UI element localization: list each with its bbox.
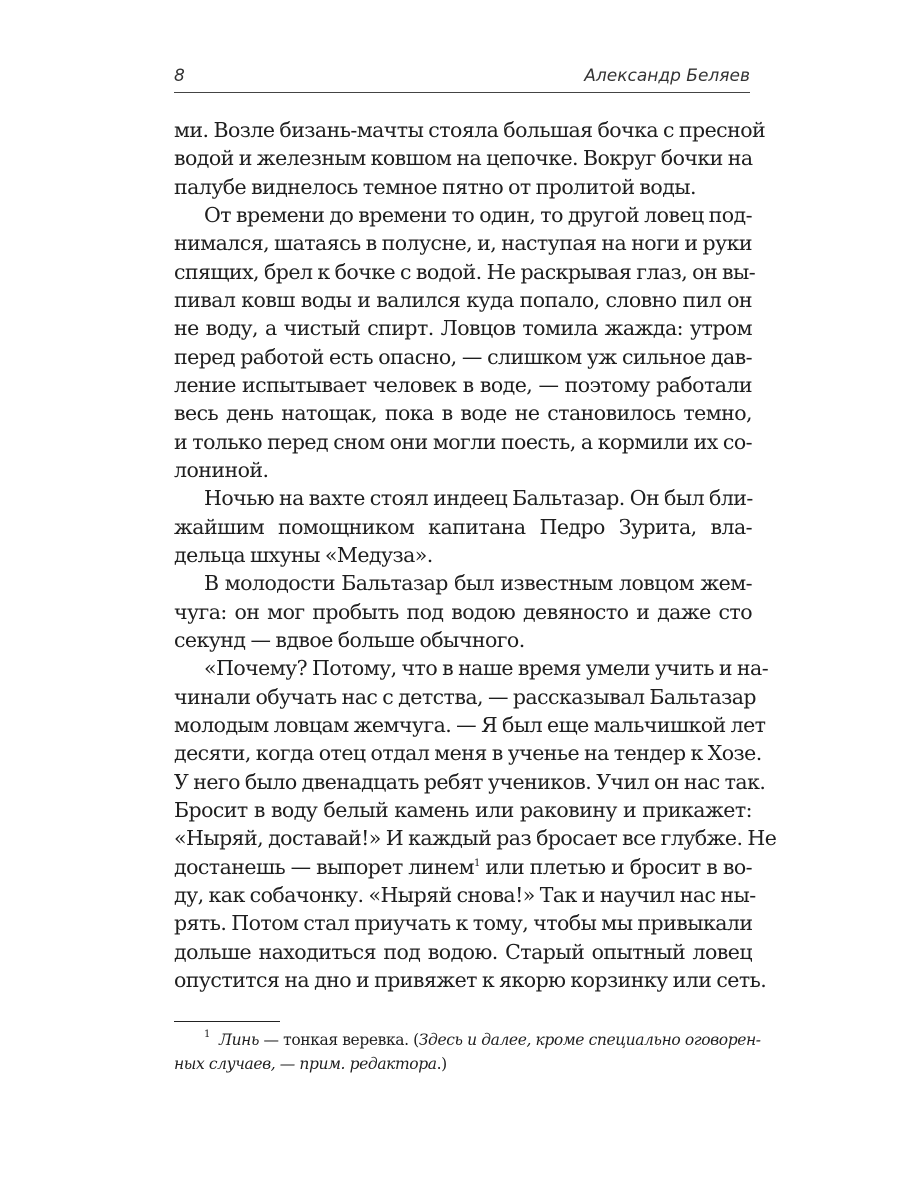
text-line: водой и железным ковшом на цепочке. Вокруг бочки на — [174, 146, 753, 171]
text-line: нимался, шатаясь в полусне, и, наступая на ноги и руки — [174, 231, 752, 256]
text-line: дельца шхуны «Медуза». — [174, 542, 433, 567]
text-line: ду, как собачонку. «Ныряй снова!» Так и научил нас ны- — [174, 882, 756, 907]
text-line: перед работой есть опасно, — слишком уж сильное дав- — [174, 344, 752, 369]
footnote-marker: 1 — [204, 1029, 210, 1040]
text-line: опустится на дно и привяжет к якорю корзинку или сеть. — [174, 967, 767, 992]
page-number: 8 — [174, 66, 185, 86]
text-line: десяти, когда отец отдал меня в ученье на тендер к Хозе. — [174, 741, 762, 766]
body-text — [174, 116, 777, 994]
footnote-rule — [174, 1021, 280, 1022]
text-line: не воду, а чистый спирт. Ловцов томила жажда: утром — [174, 316, 752, 341]
text-line: чинали обучать нас с детства, — рассказывал Бальтазар — [174, 684, 757, 709]
text-line: «Почему? Потому, что в наше время умели учить и на- — [204, 656, 769, 681]
text-line: От времени до времени то один, то другой ловец под- — [204, 202, 752, 227]
footnote-line-1 — [174, 1028, 761, 1052]
text-line: В молодости Бальтазар был известным ловцом жем- — [204, 571, 752, 596]
text-line: Ночью на вахте стоял индеец Бальтазар. Он был бли- — [204, 486, 753, 511]
footnote-note-part-2: ных случаев, — прим. редактора — [174, 1055, 437, 1073]
text-line: лониной. — [174, 457, 269, 482]
footnote-definition: тонкая веревка. ( — [283, 1031, 419, 1049]
footnote-reference: 1 — [474, 857, 480, 869]
footnote-term: Линь — [219, 1031, 259, 1049]
footnote-dash: — — [259, 1031, 284, 1049]
text-line: ми. Возле бизань-мачты стояла большая бочка с пресной — [174, 118, 766, 142]
text-line: У него было двенадцать ребят учеников. Учил он нас так. — [174, 769, 766, 794]
text-line: весь день натощак, пока в воде не становилось темно, — [174, 401, 752, 426]
running-header-author: Александр Беляев — [584, 66, 750, 86]
text-line: достанешь — выпорет линем$^1$ или плетью и бросит в во- — [174, 854, 752, 879]
footnote-note-part-1: Здесь и далее, кроме специально оговорен- — [418, 1031, 761, 1049]
text-line: рять. Потом стал приучать к тому, чтобы мы привыкали — [174, 911, 753, 936]
footnote — [174, 1028, 761, 1076]
running-header — [174, 62, 750, 93]
text-line: дольше находиться под водою. Старый опытный ловец — [174, 939, 752, 964]
footnote-closing: .) — [436, 1055, 447, 1073]
text-line: «Ныряй, доставай!» И каждый раз бросает все глубже. Не — [174, 826, 777, 851]
text-line: и только перед сном они могли поесть, а кормили их со- — [174, 429, 752, 454]
footnote-line-2 — [174, 1052, 752, 1076]
text-line: Бросит в воду белый камень или раковину и прикажет: — [174, 797, 752, 822]
text-line: палубе виднелось темное пятно от пролитой воды. — [174, 174, 697, 199]
text-line: ление испытывает человек в воде, — поэтому работали — [174, 372, 752, 397]
text-line: чуга: он мог пробыть под водою девяносто и даже сто — [174, 599, 752, 624]
text-line: молодым ловцам жемчуга. — Я был еще мальчишкой лет — [174, 712, 766, 737]
text-line: жайшим помощником капитана Педро Зурита, вла- — [174, 514, 752, 539]
text-line: секунд — вдвое больше обычного. — [174, 627, 525, 652]
text-line: пивал ковш воды и валился куда попало, словно пил он — [174, 287, 752, 312]
text-line: спящих, брел к бочке с водой. Не раскрывая глаз, он вы- — [174, 259, 756, 284]
